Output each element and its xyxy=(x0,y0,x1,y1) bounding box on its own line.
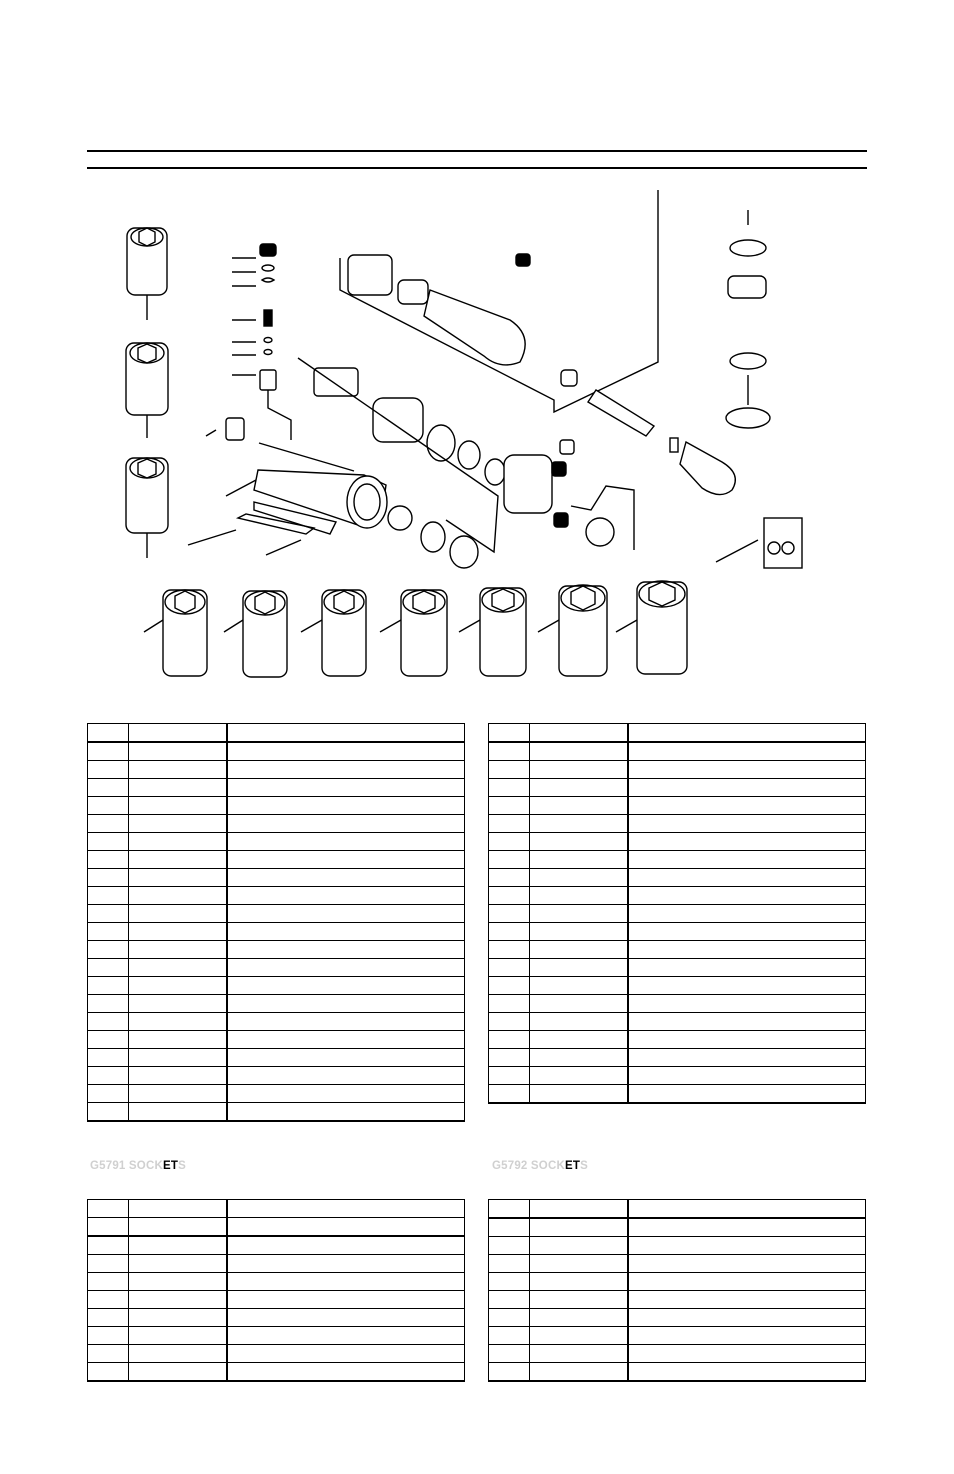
table-header-row xyxy=(88,1200,465,1218)
table-row xyxy=(489,815,866,833)
exploded-parts-diagram xyxy=(86,180,868,700)
table-row xyxy=(88,815,465,833)
table-row xyxy=(88,869,465,887)
table-row xyxy=(88,887,465,905)
parts-table-left xyxy=(87,723,465,1122)
table-row xyxy=(489,1255,866,1273)
table-header-row xyxy=(88,1218,465,1237)
table-row xyxy=(88,1085,465,1103)
table-row xyxy=(88,833,465,851)
table-row xyxy=(489,1049,866,1067)
table-row xyxy=(88,923,465,941)
table-row xyxy=(489,1218,866,1237)
table-row xyxy=(489,761,866,779)
table-row xyxy=(489,905,866,923)
table-row xyxy=(489,1345,866,1363)
table-row xyxy=(489,995,866,1013)
gear-train xyxy=(552,440,634,550)
table-row xyxy=(489,923,866,941)
table-row xyxy=(489,1067,866,1085)
table-row xyxy=(489,742,866,761)
table-row xyxy=(88,851,465,869)
table-row xyxy=(489,1363,866,1382)
table-row xyxy=(489,1013,866,1031)
table-row xyxy=(88,995,465,1013)
table-row xyxy=(489,959,866,977)
table-row xyxy=(489,833,866,851)
housing xyxy=(188,418,387,555)
socket-row-bottom xyxy=(144,581,687,677)
valve-parts xyxy=(232,244,291,440)
table-row xyxy=(88,797,465,815)
table-row xyxy=(489,941,866,959)
table-row xyxy=(88,1013,465,1031)
socket-stack-left xyxy=(126,228,168,558)
table-header-row xyxy=(489,724,866,743)
table-row xyxy=(489,869,866,887)
header-rule-top xyxy=(87,150,867,152)
table-header-row xyxy=(88,724,465,743)
table-row xyxy=(88,905,465,923)
sockets-table-right xyxy=(488,1199,866,1382)
table-row xyxy=(88,1273,465,1291)
table-row xyxy=(489,1031,866,1049)
header-rule-bottom xyxy=(87,167,867,169)
table-row xyxy=(88,1363,465,1382)
motor-parts xyxy=(298,358,552,568)
table-row xyxy=(489,1291,866,1309)
table-row xyxy=(88,1327,465,1345)
table-row xyxy=(88,1103,465,1122)
table-row xyxy=(88,1291,465,1309)
table-row xyxy=(489,1237,866,1255)
ratchet-head xyxy=(670,210,770,495)
table-row xyxy=(489,1273,866,1291)
table-row xyxy=(489,851,866,869)
table-header-row xyxy=(489,1200,866,1219)
table-row xyxy=(489,779,866,797)
table-row xyxy=(88,761,465,779)
table-row xyxy=(88,1031,465,1049)
table-row xyxy=(489,977,866,995)
table-row xyxy=(88,1255,465,1273)
table-row xyxy=(489,887,866,905)
table-row xyxy=(88,1236,465,1255)
table-row xyxy=(88,1067,465,1085)
table-row xyxy=(88,959,465,977)
table-row xyxy=(88,1345,465,1363)
table-row xyxy=(88,941,465,959)
table-row xyxy=(489,797,866,815)
sockets-table-left xyxy=(87,1199,465,1382)
table-row xyxy=(88,1049,465,1067)
table-row xyxy=(489,1327,866,1345)
parts-table-right xyxy=(488,723,866,1104)
table-row xyxy=(88,779,465,797)
sockets-title-right: G5792 SOCKETS xyxy=(492,1160,588,1172)
table-row xyxy=(88,742,465,761)
table-row xyxy=(88,1309,465,1327)
sockets-title-left: G5791 SOCKETS xyxy=(90,1160,186,1172)
table-row xyxy=(489,1309,866,1327)
decal xyxy=(716,518,802,568)
table-row xyxy=(88,977,465,995)
table-row xyxy=(489,1085,866,1104)
